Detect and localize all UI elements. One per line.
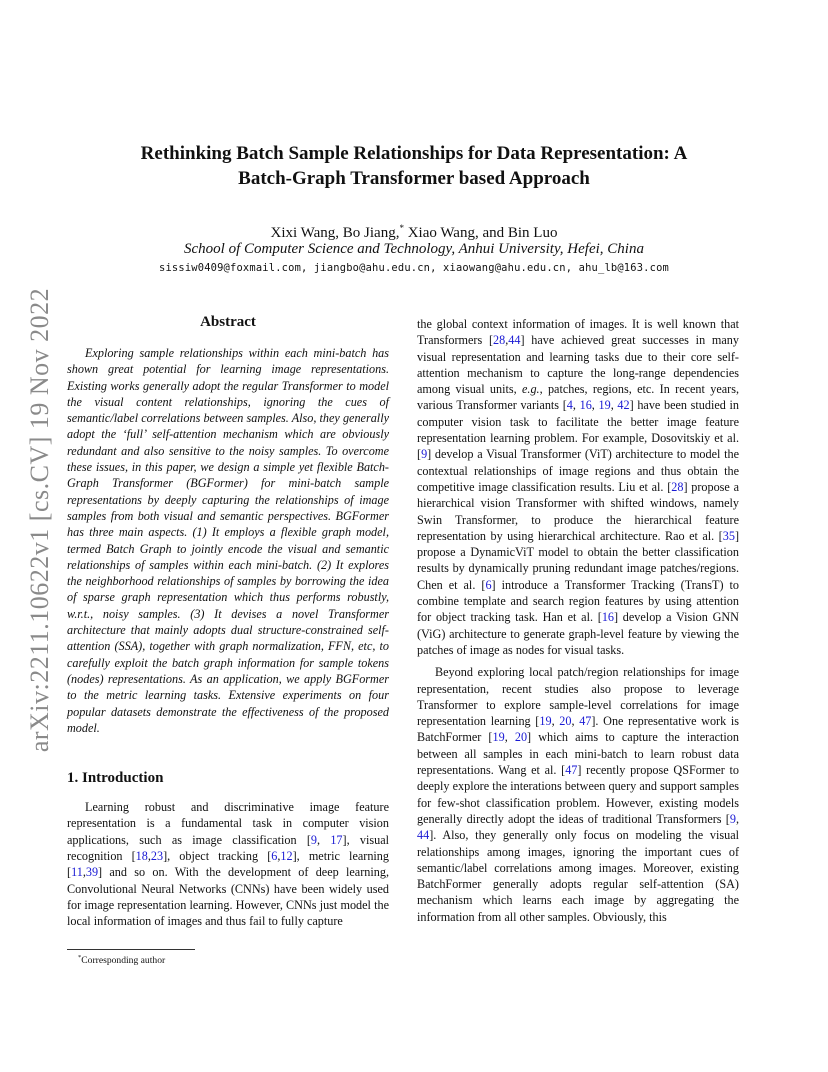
- citation-link[interactable]: 6: [485, 577, 492, 592]
- footnote-mark: *: [78, 954, 82, 961]
- citation-link[interactable]: 9: [729, 811, 736, 826]
- citation-link[interactable]: 11: [71, 865, 83, 880]
- citation-link[interactable]: 44: [417, 828, 430, 843]
- eg-abbreviation: e.g.: [521, 382, 540, 397]
- citation-link[interactable]: 17: [330, 832, 343, 847]
- citation-link[interactable]: 19: [492, 730, 505, 745]
- abstract-body: Exploring sample relationships within each mini-batch has shown great potential for learning image representations. Existing works generally adopt the regular Transformer to model the visual content relationships, ignoring the cues of semantic/label correlations between samples. Also, they generally adopt the ‘full’ self-attention mechanism which are obviously redundant and also sensitive to the noisy samples. To overcome these issues, in this paper, we design a simple yet flexible Batch-Graph Transformer (BGFormer) for mini-batch sample representations by deeply capturing the relationships of image samples from both visual and semantic perspectives. BGFormer has three main aspects. (1) It employs a flexible graph model, termed Batch Graph to jointly encode the visual and semantic relationships of samples within each mini-batch. (2) It explores the neighborhood relationships of samples by borrowing the idea of sparse graph representation which thus performs robustly, w.r.t., noisy samples. (3) It devises a novel Transformer architecture that mainly adopts dual structure-constrained self-attention (SSA), together with graph normalization, FFN, etc, to carefully exploit the batch graph information for sample tokens (nodes) representations. As an application, we apply BGFormer to the metric learning tasks. Extensive experiments on four popular datasets demonstrate the effectiveness of the proposed model.: [67, 346, 389, 735]
- footnote-text: Corresponding author: [81, 955, 166, 967]
- citation-link[interactable]: 20: [514, 730, 528, 745]
- abstract-heading: Abstract: [200, 314, 256, 330]
- citation-link[interactable]: 6: [271, 849, 278, 864]
- right-column: [417, 316, 739, 925]
- arxiv-identifier-text: arXiv:2211.10622v1 [cs.CV] 19 Nov 2022: [25, 287, 54, 753]
- author-emails: sissiw0409@foxmail.com, jiangbo@ahu.edu.cn, xiaowang@ahu.edu.cn, ahu_lb@163.com: [159, 262, 669, 274]
- citation-link[interactable]: 28: [671, 479, 684, 494]
- author-affiliation: School of Computer Science and Technology, Anhui University, Hefei, China: [184, 241, 644, 257]
- citation-link[interactable]: 9: [310, 832, 317, 847]
- citation-link[interactable]: 42: [617, 398, 630, 413]
- corresponding-author-mark: *: [399, 223, 404, 233]
- citation-link[interactable]: 16: [579, 398, 592, 413]
- citation-link[interactable]: 47: [579, 714, 592, 729]
- citation-link[interactable]: 12: [280, 849, 293, 864]
- citation-link[interactable]: 23: [150, 849, 164, 864]
- citation-link[interactable]: 28: [493, 333, 506, 348]
- citation-link[interactable]: 39: [85, 865, 99, 880]
- left-column: [67, 312, 389, 930]
- introduction-paragraph-3: Beyond exploring local patch/region relationships for image representation, recent studies also propose to leverage Transformer to explore sample-level correlations for image representation learning [19, 20, 47]. One representative work is BatchFormer [19, 20] which aims to capture the interaction between all samples in each mini-batch to learn robust data representations. Wang et al. [47] recently propose QSFormer to deeply explore the interations between query and support samples for few-shot classification problem. However, existing models generally directly adopt the ideas of traditional Transformers [9, 44]. Also, they generally only focus on modeling the visual relationships among images, ignoring the important cues of semantic/label correlations among images. Moreover, existing BatchFormer generally adopts regular self-attention (SA) mechanism which learns each image by aggregating the information from all other samples. Obviously, this: [417, 665, 739, 924]
- citation-link[interactable]: 35: [722, 528, 735, 543]
- citation-link[interactable]: 16: [601, 610, 614, 625]
- footnote: [78, 952, 165, 967]
- authors-part-1: Xixi Wang, Bo Jiang,: [270, 225, 400, 241]
- paper-title-line-1: Rethinking Batch Sample Relationships for Data Representation: A: [140, 143, 688, 164]
- citation-link[interactable]: 19: [598, 398, 611, 413]
- citation-link[interactable]: 4: [566, 398, 573, 413]
- introduction-heading: 1. Introduction: [67, 770, 164, 787]
- citation-link[interactable]: 44: [508, 333, 521, 348]
- introduction-paragraph-2: the global context information of images. It is well known that Transformers [28,44] have achieved great successes in many visual representation and learning tasks due to their core self-attention mechanism to capture the long-range dependencies among visual units, e.g., patches, regions, etc. In recent years, various Transformer variants [4, 16, 19, 42] have been studied in computer vision task to facilitate the better image feature representation learning problem. For example, Dosovitskiy et al. [9] develop a Visual Transformer (ViT) architecture to model the contextual relationships of image regions and thus obtain the competitive image classification results. Liu et al. [28] propose a hierarchical vision Transformer with shifted windows, namely Swin Transformer, to produce the hierarchical feature representation by using hierarchical architecture. Rao et al. [35] propose a DynamicViT model to obtain the better classification results by dynamically pruning redundant image patches/regions. Chen et al. [6] introduce a Transformer Tracking (TransT) to combine template and search region features by using attention for object tracking task. Han et al. [16] develop a Vision GNN (ViG) architecture to generate graph-level feature by viewing the patches of image as nodes for visual tasks.: [417, 317, 740, 657]
- footnote-divider: [67, 949, 195, 950]
- citation-link[interactable]: 19: [539, 714, 552, 729]
- citation-link[interactable]: 18: [135, 849, 148, 864]
- citation-link[interactable]: 9: [421, 447, 428, 462]
- introduction-paragraph-1: Learning robust and discriminative image feature representation is a fundamental task in computer vision applications, such as image classification [9, 17], visual recognition [18,23], object tracking [6,12], metric learning [11,39] and so on. With the development of deep learning, Convolutional Neural Networks (CNNs) have been widely used for image representation learning. However, CNNs just model the local information of images and thus fail to fully capture: [67, 800, 390, 929]
- paper-title: [100, 141, 728, 191]
- arxiv-identifier-stamp: [25, 280, 54, 760]
- paper-title-line-2: Batch-Graph Transformer based Approach: [238, 168, 590, 189]
- citation-link[interactable]: 20: [559, 714, 572, 729]
- authors-part-2: Xiao Wang, and Bin Luo: [403, 225, 558, 241]
- citation-link[interactable]: 47: [565, 763, 578, 778]
